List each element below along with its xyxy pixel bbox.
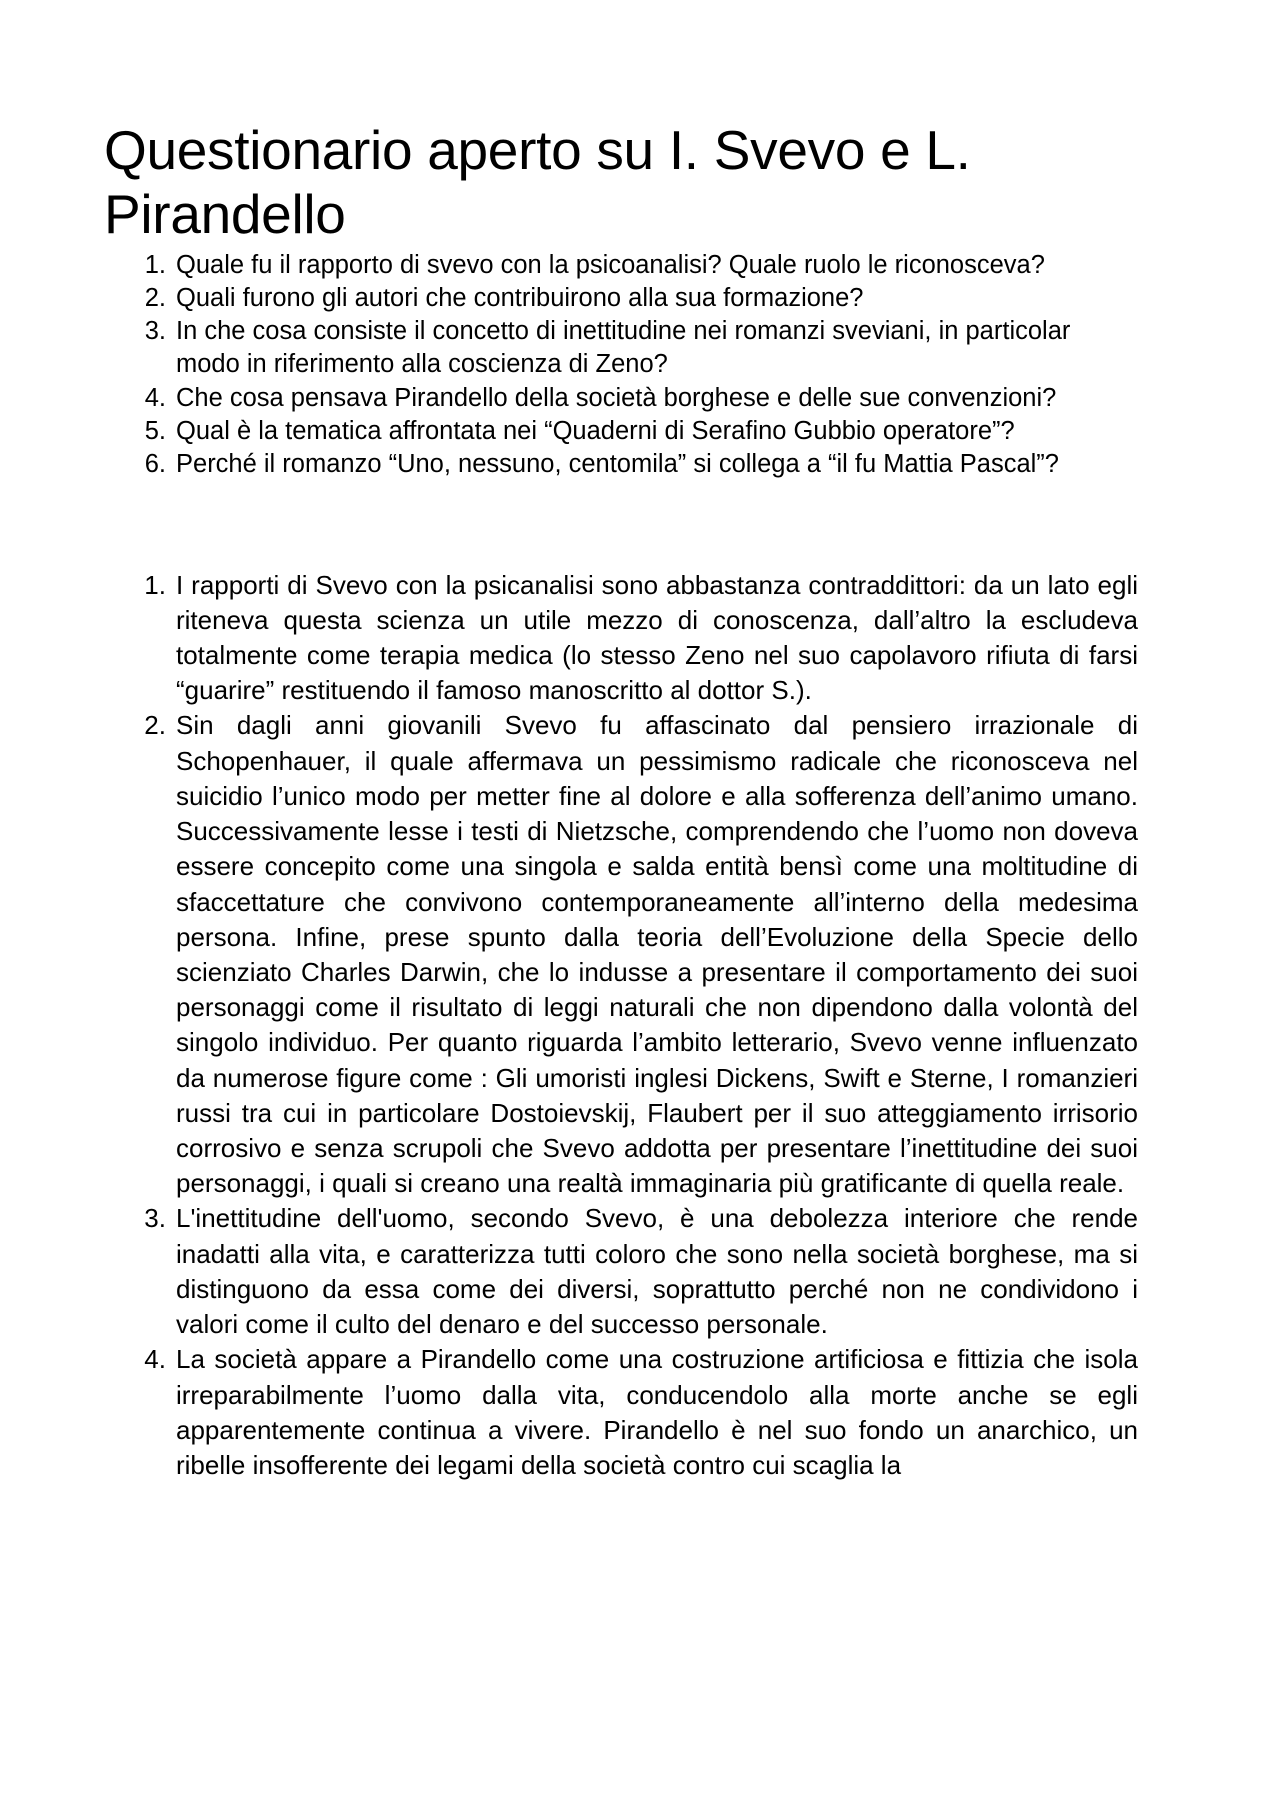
section-spacer (104, 482, 1138, 568)
answer-text: I rapporti di Svevo con la psicanalisi sono abbastanza contraddittori: da un lato egli riteneva questa scienza un utile mezzo di conoscenza, dall’altro la escludeva totalmente come terapia medica (lo stesso Zeno nel suo capolavoro rifiuta di farsi “guarire” restituendo il famoso manoscritto al dottor S.). (176, 569, 1138, 706)
question-item: Perché il romanzo “Uno, nessuno, centomila” si collega a “il fu Mattia Pascal”? (176, 450, 1059, 479)
answer-item (176, 1342, 1138, 1483)
question-item: In che cosa consiste il concetto di inettitudine nei romanzi sveviani, in particolar modo in riferimento alla coscienza di Zeno? (176, 317, 1071, 379)
answers-list (104, 568, 1138, 1484)
question-item: Quale fu il rapporto di svevo con la psicoanalisi? Quale ruolo le riconosceva? (176, 250, 1045, 279)
answer-item (176, 1201, 1138, 1342)
answer-item (176, 708, 1138, 1201)
questions-list (104, 249, 1138, 482)
answer-text: Sin dagli anni giovanili Svevo fu affascinato dal pensiero irrazionale di Schopenhauer, il quale affermava un pessimismo radicale che riconosceva nel suicidio l’unico modo per metter fine al dolore e alla sofferenza dell’animo umano. Successivamente lesse i testi di Nietzsche, comprendendo che l’uomo non doveva essere concepito come una singola e salda entità bensì come una moltitudine di sfaccettature che convivono contemporaneamente all’interno della medesima persona. Infine, prese spunto dalla teoria dell’Evoluzione della Specie dello scienziato Charles Darwin, che lo indusse a presentare il comportamento dei suoi personaggi come il risultato di leggi naturali che non dipendono dalla volontà del singolo individuo. Per quanto riguarda l’ambito letterario, Svevo venne influenzato da numerose figure come : Gli umoristi inglesi Dickens, Swift e Sterne, I romanzieri russi tra cui in particolare Dostoievskij, Flaubert per il suo atteggiamento irrisorio corrosivo e senza scrupoli che Svevo addotta per presentare l’inettitudine dei suoi personaggi, i quali si creano una realtà immaginaria più gratificante di quella reale. (176, 710, 1138, 1199)
document-content (104, 118, 1138, 1483)
question-item: Che cosa pensava Pirandello della società borghese e delle sue convenzioni? (176, 383, 1057, 412)
page-title: Questionario aperto su I. Svevo e L. Pirandello (104, 119, 971, 246)
answer-text: La società appare a Pirandello come una costruzione artificiosa e fittizia che isola irreparabilmente l’uomo dalla vita, conducendolo alla morte anche se egli apparentemente continua a vivere. Pirandello è nel suo fondo un anarchico, un ribelle insofferente dei legami della società contro cui scaglia la (176, 1344, 1138, 1481)
question-item: Quali furono gli autori che contribuirono alla sua formazione? (176, 283, 864, 312)
question-item: Qual è la tematica affrontata nei “Quaderni di Serafino Gubbio operatore”? (176, 417, 1015, 446)
answer-item (176, 568, 1138, 709)
answer-text: L'inettitudine dell'uomo, secondo Svevo, è una debolezza interiore che rende inadatti alla vita, e caratterizza tutti coloro che sono nella società borghese, ma si distinguono da essa come dei diversi, soprattutto perché non ne condividono i valori come il culto del denaro e del successo personale. (176, 1203, 1138, 1340)
